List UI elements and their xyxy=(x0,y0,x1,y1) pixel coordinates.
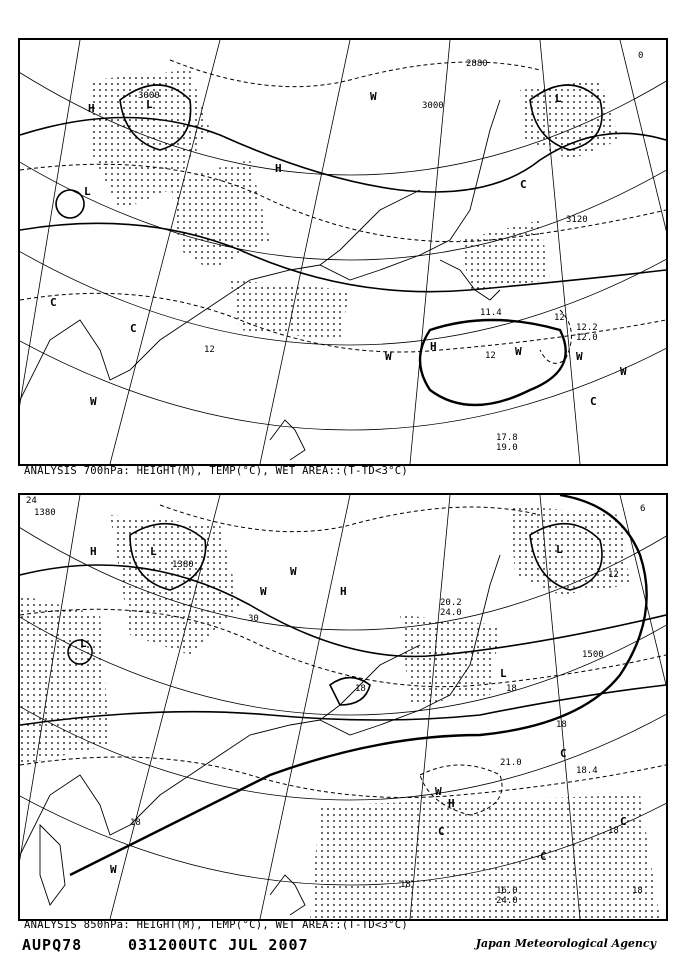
low-center: L xyxy=(555,92,562,105)
low-center: L xyxy=(80,637,87,650)
low-center: L xyxy=(556,543,563,556)
warm-center: W xyxy=(385,350,392,363)
temp-label: 12 xyxy=(608,570,619,580)
temp-label: 0 xyxy=(638,51,644,61)
temp-label: 18 xyxy=(608,826,619,836)
temp-label: 12 xyxy=(554,313,565,323)
temp-label: 18 xyxy=(355,684,366,694)
cold-center: C xyxy=(520,178,527,191)
map-850hpa-drawing xyxy=(20,495,666,919)
wet-area xyxy=(20,595,110,765)
temp-label: 18 xyxy=(632,886,643,896)
temp-label: 12 xyxy=(485,351,496,361)
low-center: L xyxy=(146,98,153,111)
temp-label: 24 xyxy=(26,496,37,506)
caption-700hpa: ANALYSIS 700hPa: HEIGHT(M), TEMP(°C), WET AREA::(T-TD<3°C) xyxy=(24,465,409,477)
warm-center: W xyxy=(290,565,297,578)
station-value: 12.0 xyxy=(576,333,598,343)
caption-850hpa: ANALYSIS 850hPa: HEIGHT(M), TEMP(°C), WET AREA::(T-TD<3°C) xyxy=(24,919,409,931)
height-label: 3000 xyxy=(422,101,444,111)
temp-label: 18 xyxy=(506,684,517,694)
cold-center: C xyxy=(560,747,567,760)
low-center: L xyxy=(84,185,91,198)
high-center: H xyxy=(90,545,97,558)
temp-label: 18 xyxy=(400,880,411,890)
cold-center: C xyxy=(620,815,627,828)
station-value: 19.0 xyxy=(496,443,518,453)
high-center: H xyxy=(88,102,95,115)
map-panel-850hpa xyxy=(18,493,668,921)
warm-center: W xyxy=(260,585,267,598)
wet-area xyxy=(310,795,660,919)
high-center: H xyxy=(430,340,437,353)
cold-center: C xyxy=(540,850,547,863)
wet-area xyxy=(230,280,350,340)
wet-area xyxy=(510,505,630,595)
station-value: 18.4 xyxy=(576,766,598,776)
temp-label: 18 xyxy=(130,818,141,828)
temp-label: 30 xyxy=(248,614,259,624)
wet-area xyxy=(400,615,500,705)
cold-center: C xyxy=(590,395,597,408)
station-value: 12.2 xyxy=(576,323,598,333)
high-center: H xyxy=(340,585,347,598)
height-label: 3120 xyxy=(566,215,588,225)
warm-center: W xyxy=(620,365,627,378)
station-value: 24.0 xyxy=(496,896,518,906)
warm-center: W xyxy=(576,350,583,363)
warm-center: W xyxy=(435,785,442,798)
warm-center: W xyxy=(90,395,97,408)
temp-label: 6 xyxy=(640,504,646,514)
warm-center: W xyxy=(370,90,377,103)
cold-center: C xyxy=(130,322,137,335)
height-label: 2880 xyxy=(466,59,488,69)
cold-center: C xyxy=(50,296,57,309)
station-value: 20.2 xyxy=(440,598,462,608)
height-label: 1380 xyxy=(34,508,56,518)
station-value: 21.0 xyxy=(500,758,522,768)
cold-center: C xyxy=(438,825,445,838)
height-label: 3000 xyxy=(138,91,160,101)
station-value: 16.0 xyxy=(496,886,518,896)
temp-label: 12 xyxy=(204,345,215,355)
chart-code: AUPQ78 xyxy=(22,936,83,954)
map-panel-700hpa xyxy=(18,38,668,466)
station-value: 24.0 xyxy=(440,608,462,618)
station-value: 11.4 xyxy=(480,308,502,318)
low-center: L xyxy=(150,545,157,558)
temp-label: 18 xyxy=(556,720,567,730)
warm-center: W xyxy=(110,863,117,876)
high-center: H xyxy=(275,162,282,175)
height-label: 1380 xyxy=(172,560,194,570)
map-700hpa-drawing xyxy=(20,40,666,464)
wet-area xyxy=(460,220,550,290)
height-label: 1500 xyxy=(582,650,604,660)
station-value: 17.8 xyxy=(496,433,518,443)
agency-name: Japan Meteorological Agency xyxy=(475,937,656,950)
high-center: H xyxy=(448,797,455,810)
warm-center: W xyxy=(515,345,522,358)
low-center: L xyxy=(500,667,507,680)
analysis-time: 031200UTC JUL 2007 xyxy=(128,936,309,954)
